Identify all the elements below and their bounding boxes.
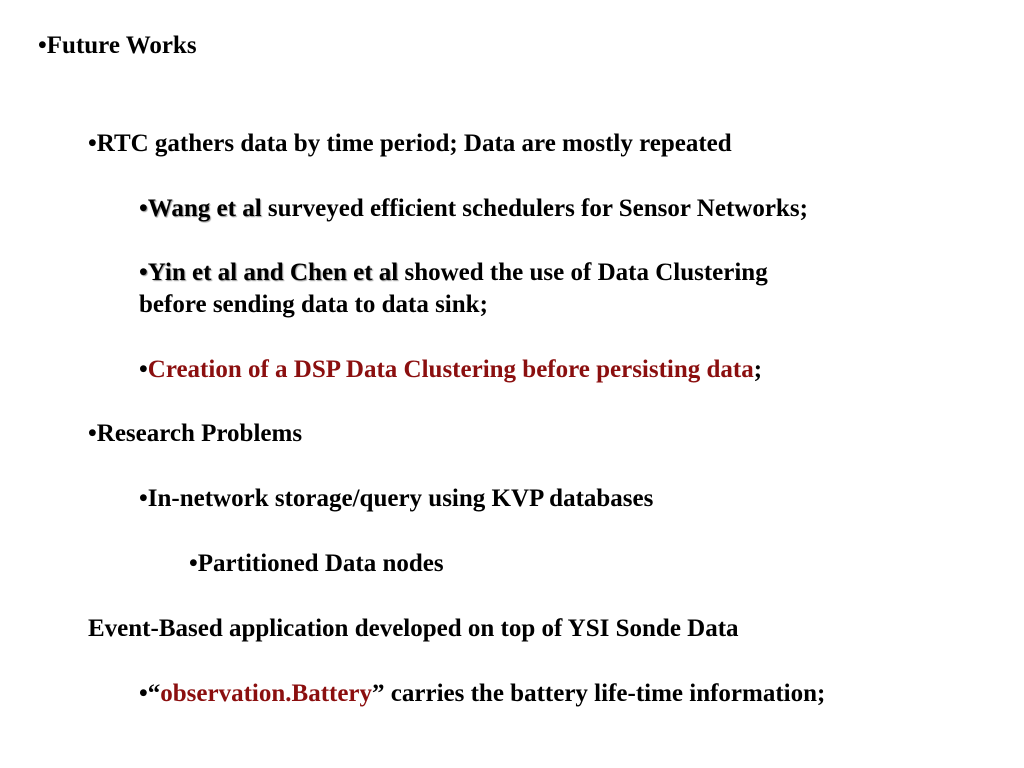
bullet-wang (139, 193, 808, 225)
in-network-text: In-network storage/query using KVP databases (147, 485, 654, 512)
bullet-glyph: • (88, 420, 97, 447)
bullet-glyph: • (139, 356, 148, 383)
research-problems-text: Research Problems (96, 420, 303, 447)
bullet-yin (139, 257, 768, 289)
bullet-glyph: • (139, 680, 148, 707)
creation-tail: ; (753, 356, 763, 383)
rtc-text: RTC gathers data by time period; Data are mostly repeated (96, 130, 732, 157)
future-works-heading: Future Works (46, 32, 197, 59)
bullet-glyph: • (139, 259, 148, 286)
event-based-text: Event-Based application developed on top of YSI Sonde Data (88, 615, 739, 642)
partitioned-text: Partitioned Data nodes (197, 550, 444, 577)
yin-line2: before sending data to data sink; (139, 291, 488, 318)
bullet-glyph: • (139, 485, 148, 512)
bullet-glyph: • (88, 130, 97, 157)
bullet-partitioned (189, 548, 444, 580)
bullet-research-problems (88, 418, 302, 450)
bullet-rtc (88, 128, 732, 160)
bullet-future-works (38, 30, 197, 62)
bullet-glyph: • (139, 195, 148, 222)
bullet-in-network (139, 483, 653, 515)
yin-rest-line1: showed the use of Data Clustering (398, 259, 768, 286)
wang-rest: surveyed efficient schedulers for Sensor Networks; (261, 195, 808, 222)
creation-red-text: Creation of a DSP Data Clustering before persisting data (147, 356, 754, 383)
observation-battery-red: observation.Battery (160, 680, 373, 707)
bullet-glyph: • (189, 550, 198, 577)
bullet-observation (139, 678, 825, 710)
bullet-glyph: • (38, 32, 47, 59)
obs-rest: ” carries the battery life-time information; (372, 680, 826, 707)
bullet-creation (139, 354, 762, 386)
wang-highlight: Wang et al (147, 195, 262, 222)
obs-open-quote: “ (147, 680, 161, 707)
yin-highlight: Yin et al and Chen et al (147, 259, 399, 286)
